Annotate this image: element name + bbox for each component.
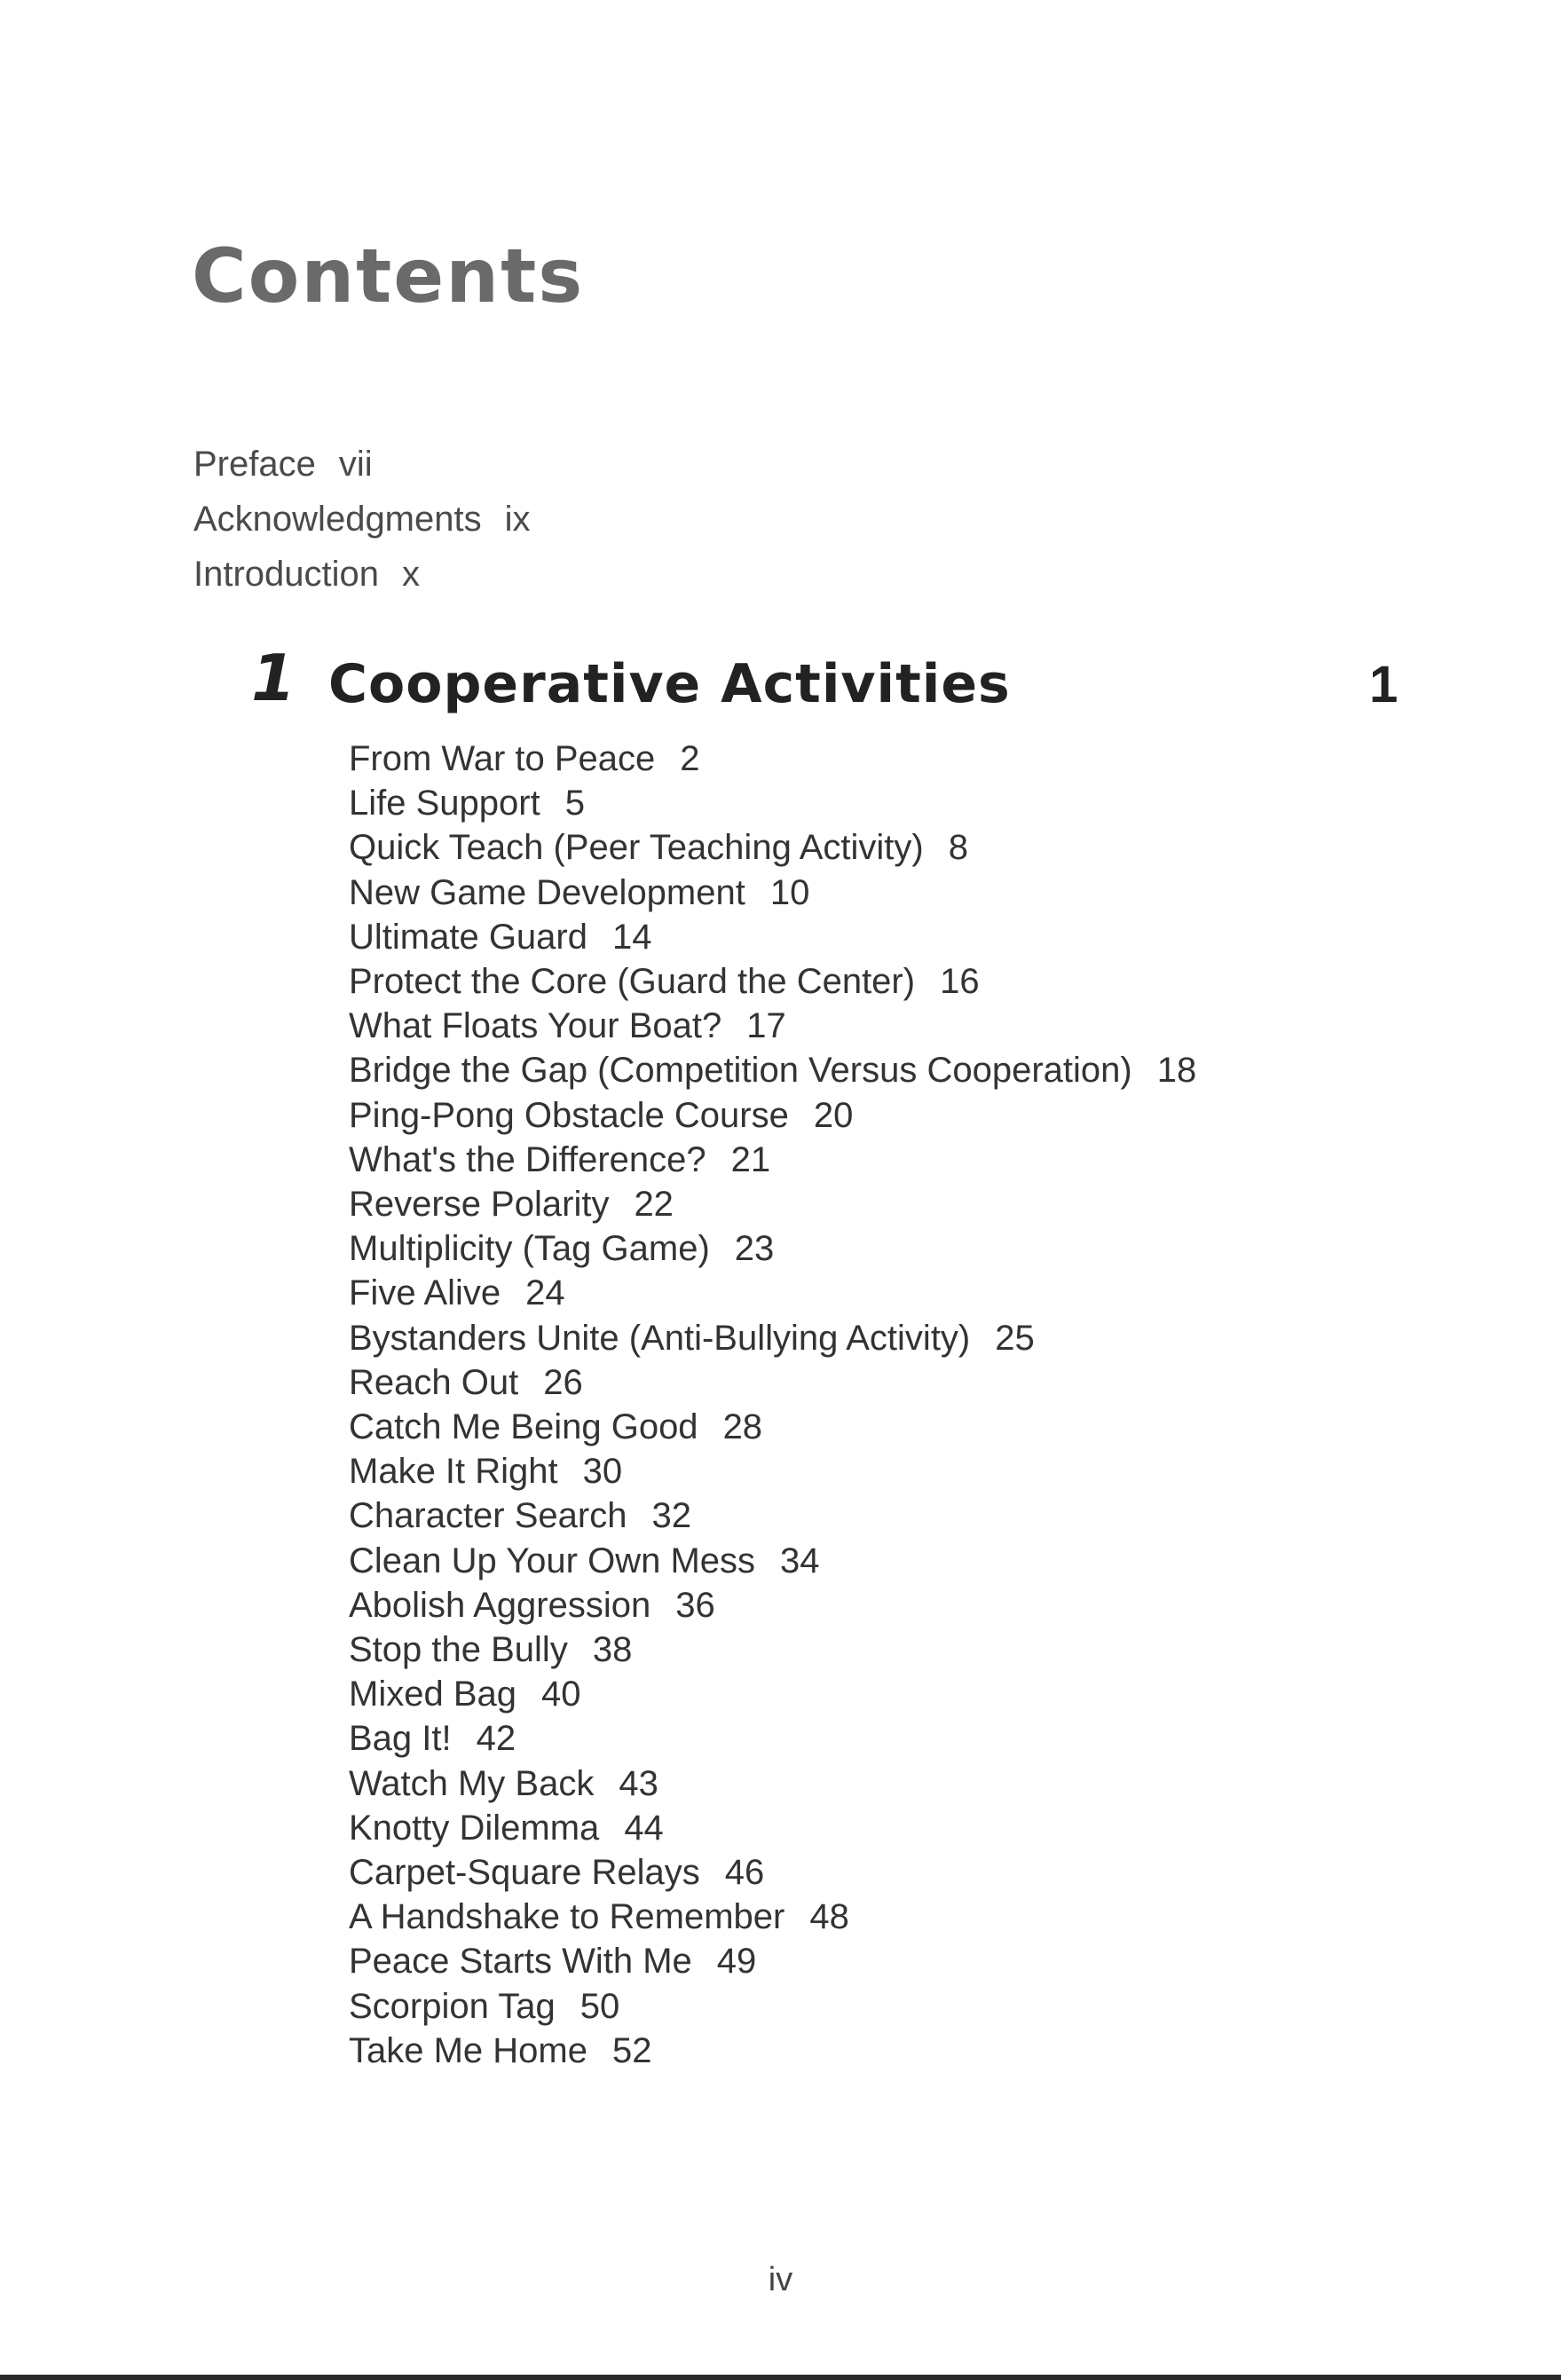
chapter-entries-list bbox=[349, 737, 1196, 2073]
entry-page-number: 44 bbox=[624, 1808, 664, 1848]
entry-label: Protect the Core (Guard the Center) bbox=[349, 962, 916, 1002]
front-matter-item[interactable] bbox=[193, 437, 531, 492]
toc-entry[interactable] bbox=[349, 915, 1196, 959]
entry-page-number: 43 bbox=[619, 1763, 658, 1803]
entry-label: Ultimate Guard bbox=[349, 917, 587, 957]
entry-label: Scorpion Tag bbox=[349, 1986, 556, 2026]
toc-entry[interactable] bbox=[349, 1806, 1196, 1850]
entry-label: Catch Me Being Good bbox=[349, 1407, 698, 1447]
toc-entry[interactable] bbox=[349, 1093, 1196, 1138]
toc-entry[interactable] bbox=[349, 1138, 1196, 1182]
entry-page-number: 30 bbox=[582, 1452, 623, 1492]
toc-entry[interactable] bbox=[349, 1850, 1196, 1895]
chapter-page-number: 1 bbox=[1369, 656, 1399, 713]
entry-label: Bystanders Unite (Anti-Bullying Activity) bbox=[349, 1318, 971, 1358]
toc-entry[interactable] bbox=[349, 1539, 1196, 1583]
toc-entry[interactable] bbox=[349, 1316, 1196, 1360]
entry-page-number: 14 bbox=[611, 917, 652, 957]
toc-entry[interactable] bbox=[349, 1004, 1196, 1048]
entry-page-number: 38 bbox=[592, 1630, 633, 1670]
entry-label: Clean Up Your Own Mess bbox=[349, 1541, 756, 1580]
entry-label: Bag It! bbox=[349, 1719, 452, 1759]
entry-page-number: vii bbox=[338, 445, 373, 484]
chapter-title[interactable]: Cooperative Activities bbox=[328, 653, 1011, 715]
entry-page-number: 42 bbox=[476, 1719, 516, 1759]
toc-entry[interactable] bbox=[349, 1984, 1196, 2029]
entry-page-number: ix bbox=[504, 500, 531, 539]
entry-label: Reach Out bbox=[349, 1362, 519, 1402]
entry-page-number: 52 bbox=[611, 2030, 652, 2070]
entry-page-number: 40 bbox=[540, 1675, 581, 1714]
entry-label: Life Support bbox=[349, 784, 540, 824]
entry-page-number: x bbox=[402, 555, 421, 594]
front-matter-item[interactable] bbox=[193, 547, 531, 602]
entry-page-number: 21 bbox=[730, 1139, 771, 1179]
entry-label: Peace Starts With Me bbox=[349, 1942, 692, 1982]
toc-entry[interactable] bbox=[349, 1583, 1196, 1627]
entry-label: Stop the Bully bbox=[349, 1630, 568, 1670]
entry-label: Five Alive bbox=[349, 1273, 501, 1313]
page-title: Contents bbox=[192, 232, 585, 319]
toc-entry[interactable] bbox=[349, 1449, 1196, 1493]
entry-page-number: 50 bbox=[579, 1986, 620, 2026]
entry-page-number: 48 bbox=[809, 1897, 849, 1937]
entry-page-number: 49 bbox=[716, 1942, 757, 1982]
toc-entry[interactable] bbox=[349, 1360, 1196, 1405]
toc-entry[interactable] bbox=[349, 1939, 1196, 1983]
toc-entry[interactable] bbox=[349, 959, 1196, 1004]
entry-page-number: 28 bbox=[722, 1407, 763, 1447]
toc-entry[interactable] bbox=[349, 1048, 1196, 1092]
entry-page-number: 25 bbox=[995, 1318, 1035, 1358]
toc-entry[interactable] bbox=[349, 1895, 1196, 1939]
entry-label: Mixed Bag bbox=[349, 1675, 516, 1714]
front-matter-item[interactable] bbox=[193, 492, 531, 547]
entry-label: Make It Right bbox=[349, 1452, 558, 1492]
toc-entry[interactable] bbox=[349, 1672, 1196, 1716]
front-matter-list bbox=[193, 437, 531, 602]
entry-page-number: 10 bbox=[769, 872, 810, 912]
entry-page-number: 2 bbox=[680, 739, 700, 778]
entry-label: Acknowledgments bbox=[193, 500, 482, 539]
entry-label: Preface bbox=[193, 445, 316, 484]
bottom-edge-rule bbox=[0, 2375, 1561, 2380]
entry-page-number: 18 bbox=[1156, 1051, 1197, 1091]
entry-page-number: 22 bbox=[634, 1185, 674, 1225]
entry-page-number: 34 bbox=[780, 1541, 820, 1580]
entry-label: Abolish Aggression bbox=[349, 1585, 651, 1625]
entry-page-number: 16 bbox=[940, 962, 980, 1002]
toc-entry[interactable] bbox=[349, 1182, 1196, 1226]
toc-entry[interactable] bbox=[349, 1716, 1196, 1761]
toc-entry[interactable] bbox=[349, 1271, 1196, 1315]
toc-entry[interactable] bbox=[349, 871, 1196, 915]
entry-label: Multiplicity (Tag Game) bbox=[349, 1229, 710, 1269]
entry-label: Carpet-Square Relays bbox=[349, 1853, 700, 1893]
entry-page-number: 8 bbox=[948, 828, 968, 868]
entry-label: A Handshake to Remember bbox=[349, 1897, 785, 1937]
toc-entry[interactable] bbox=[349, 1405, 1196, 1449]
entry-page-number: 32 bbox=[651, 1496, 691, 1536]
page-folio: iv bbox=[768, 2261, 793, 2298]
toc-entry[interactable] bbox=[349, 781, 1196, 825]
entry-label: Knotty Dilemma bbox=[349, 1808, 600, 1848]
entry-label: What's the Difference? bbox=[349, 1139, 706, 1179]
entry-label: Bridge the Gap (Competition Versus Cooperation) bbox=[349, 1051, 1132, 1091]
entry-page-number: 23 bbox=[734, 1229, 775, 1269]
toc-entry[interactable] bbox=[349, 1493, 1196, 1538]
entry-page-number: 20 bbox=[813, 1095, 854, 1135]
toc-entry[interactable] bbox=[349, 737, 1196, 781]
entry-page-number: 24 bbox=[525, 1273, 565, 1313]
entry-label: What Floats Your Boat? bbox=[349, 1006, 722, 1046]
entry-label: Character Search bbox=[349, 1496, 627, 1536]
entry-label: Reverse Polarity bbox=[349, 1185, 610, 1225]
toc-entry[interactable] bbox=[349, 825, 1196, 870]
toc-entry[interactable] bbox=[349, 1226, 1196, 1271]
entry-label: Watch My Back bbox=[349, 1763, 595, 1803]
entry-page-number: 5 bbox=[564, 784, 585, 824]
entry-page-number: 26 bbox=[543, 1362, 583, 1402]
entry-label: Quick Teach (Peer Teaching Activity) bbox=[349, 828, 924, 868]
entry-label: Ping-Pong Obstacle Course bbox=[349, 1095, 789, 1135]
entry-label: Take Me Home bbox=[349, 2030, 587, 2070]
entry-label: New Game Development bbox=[349, 872, 745, 912]
entry-page-number: 17 bbox=[746, 1006, 786, 1046]
entry-label: From War to Peace bbox=[349, 739, 656, 778]
chapter-number: 1 bbox=[251, 641, 296, 715]
entry-page-number: 46 bbox=[724, 1853, 765, 1893]
entry-label: Introduction bbox=[193, 555, 380, 594]
entry-page-number: 36 bbox=[675, 1585, 715, 1625]
toc-entry[interactable] bbox=[349, 1761, 1196, 1806]
toc-entry[interactable] bbox=[349, 1627, 1196, 1672]
toc-entry[interactable] bbox=[349, 2029, 1196, 2073]
